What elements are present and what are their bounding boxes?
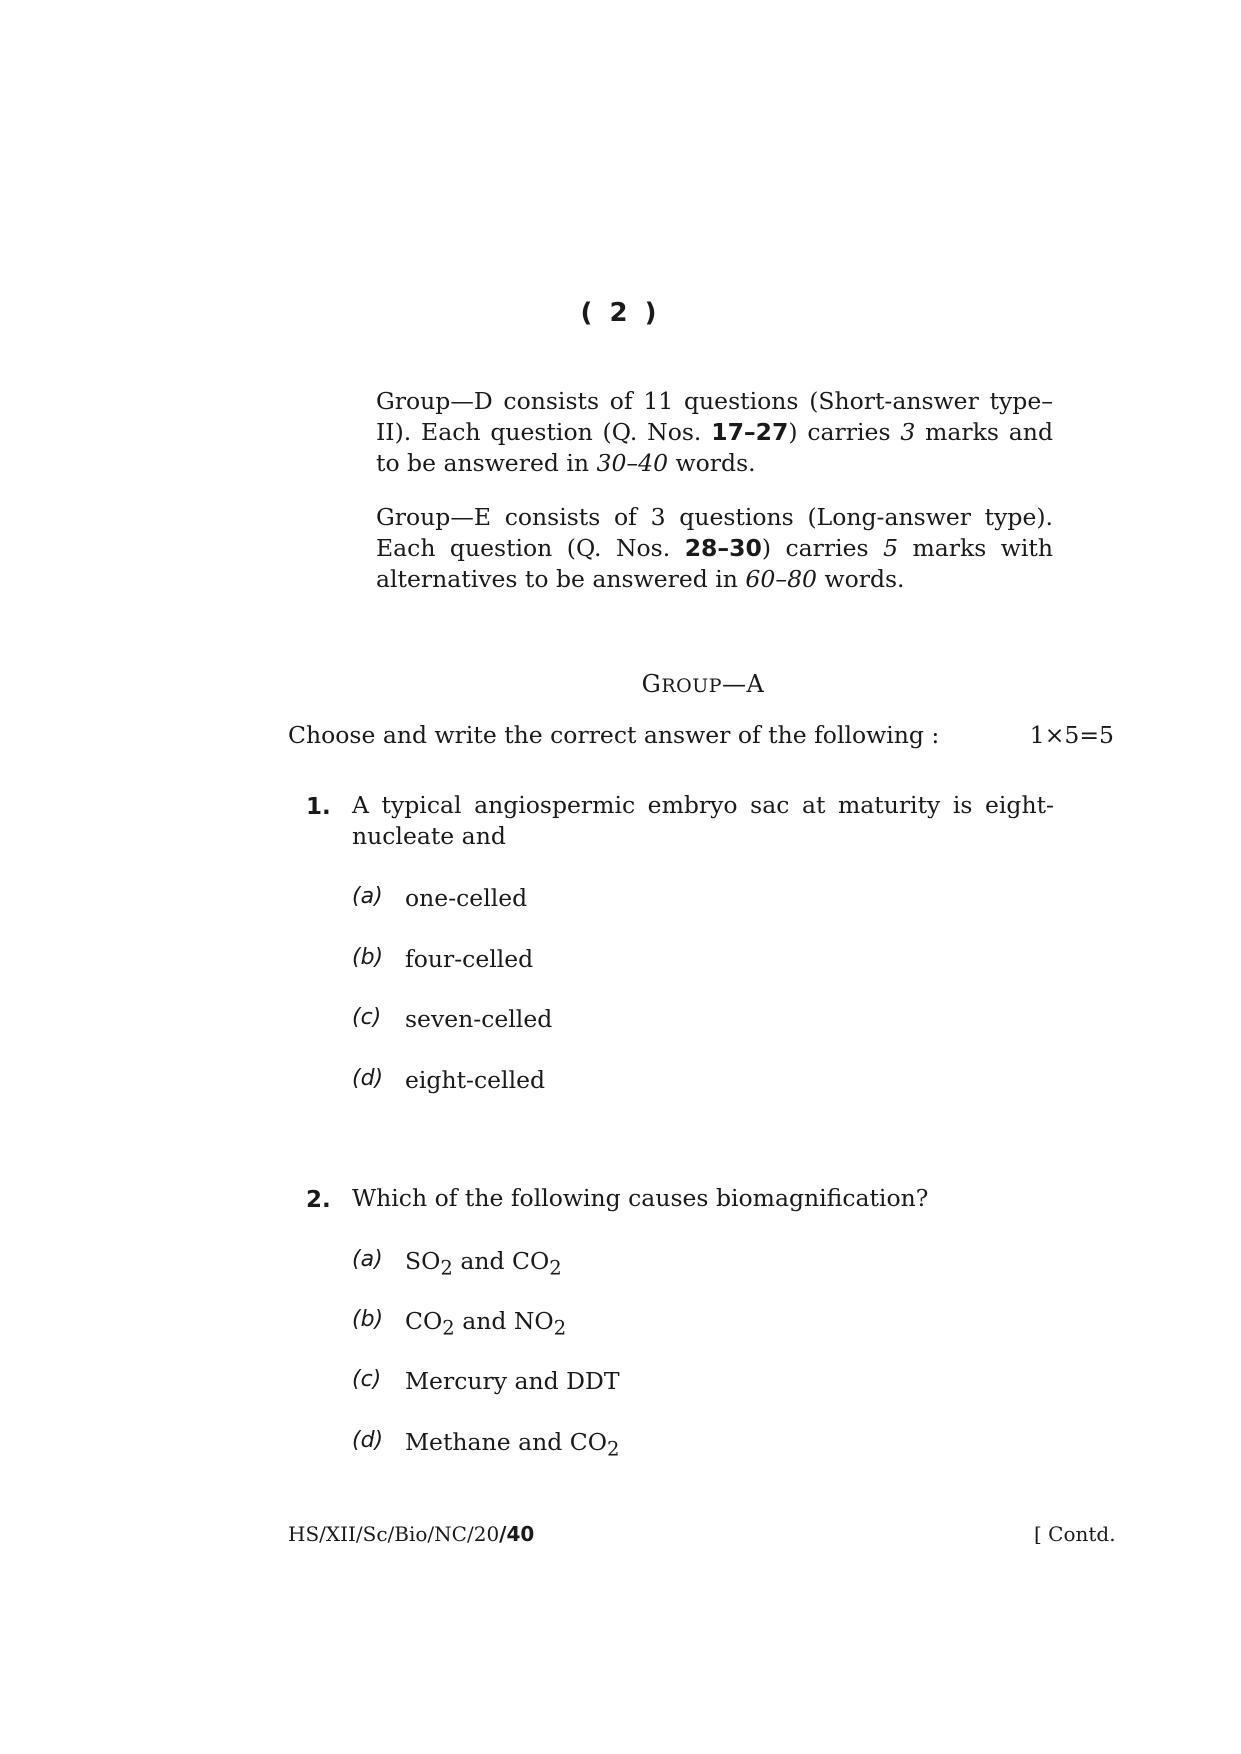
instruction-marks: 1×5=5: [1029, 721, 1114, 749]
instruction-line: [288, 721, 1114, 749]
option-label: (d): [352, 1428, 384, 1453]
option-label: (b): [352, 945, 384, 970]
group-a-heading: GROUP—A: [641, 670, 765, 698]
question-2-text: Which of the following causes biomagnification?: [352, 1184, 929, 1212]
instruction-text: Choose and write the correct answer of the following :: [288, 721, 940, 749]
question-1-number: 1.: [306, 794, 331, 820]
option-text: Mercury and DDT: [405, 1367, 620, 1395]
option-text: eight-celled: [405, 1066, 546, 1094]
paper-code: HS/XII/Sc/Bio/NC/20/40: [288, 1522, 535, 1546]
option-text: $SO_2$ and $CO_2$: [405, 1247, 562, 1280]
option-text: Methane and $CO_2$: [405, 1428, 620, 1461]
option-label: (b): [352, 1307, 384, 1332]
option-label: (c): [352, 1005, 382, 1030]
option-text: $CO_2$ and $NO_2$: [405, 1307, 567, 1340]
question-2-number: 2.: [306, 1187, 331, 1213]
option-label: (a): [352, 884, 383, 909]
question-1-text: A typical angiospermic embryo sac at maturity is eight-nucleate and: [352, 791, 1054, 850]
option-label: (d): [352, 1066, 384, 1091]
group-d-description: Group—D consists of 11 questions (Short-answer type–II). Each question (Q. Nos. 17–27) carries 3 marks and to be answered in 30–40 words.: [376, 387, 1053, 477]
page-number: ( 2 ): [580, 298, 661, 328]
option-text: one-celled: [405, 884, 528, 912]
continued-marker: [ Contd.: [1034, 1522, 1116, 1546]
option-text: four-celled: [405, 945, 534, 973]
option-text: seven-celled: [405, 1005, 553, 1033]
option-label: (a): [352, 1247, 383, 1272]
group-e-description: Group—E consists of 3 questions (Long-answer type). Each question (Q. Nos. 28–30) carries 5 marks with alternatives to be answered in 60–80 words.: [376, 503, 1053, 593]
option-label: (c): [352, 1367, 382, 1392]
